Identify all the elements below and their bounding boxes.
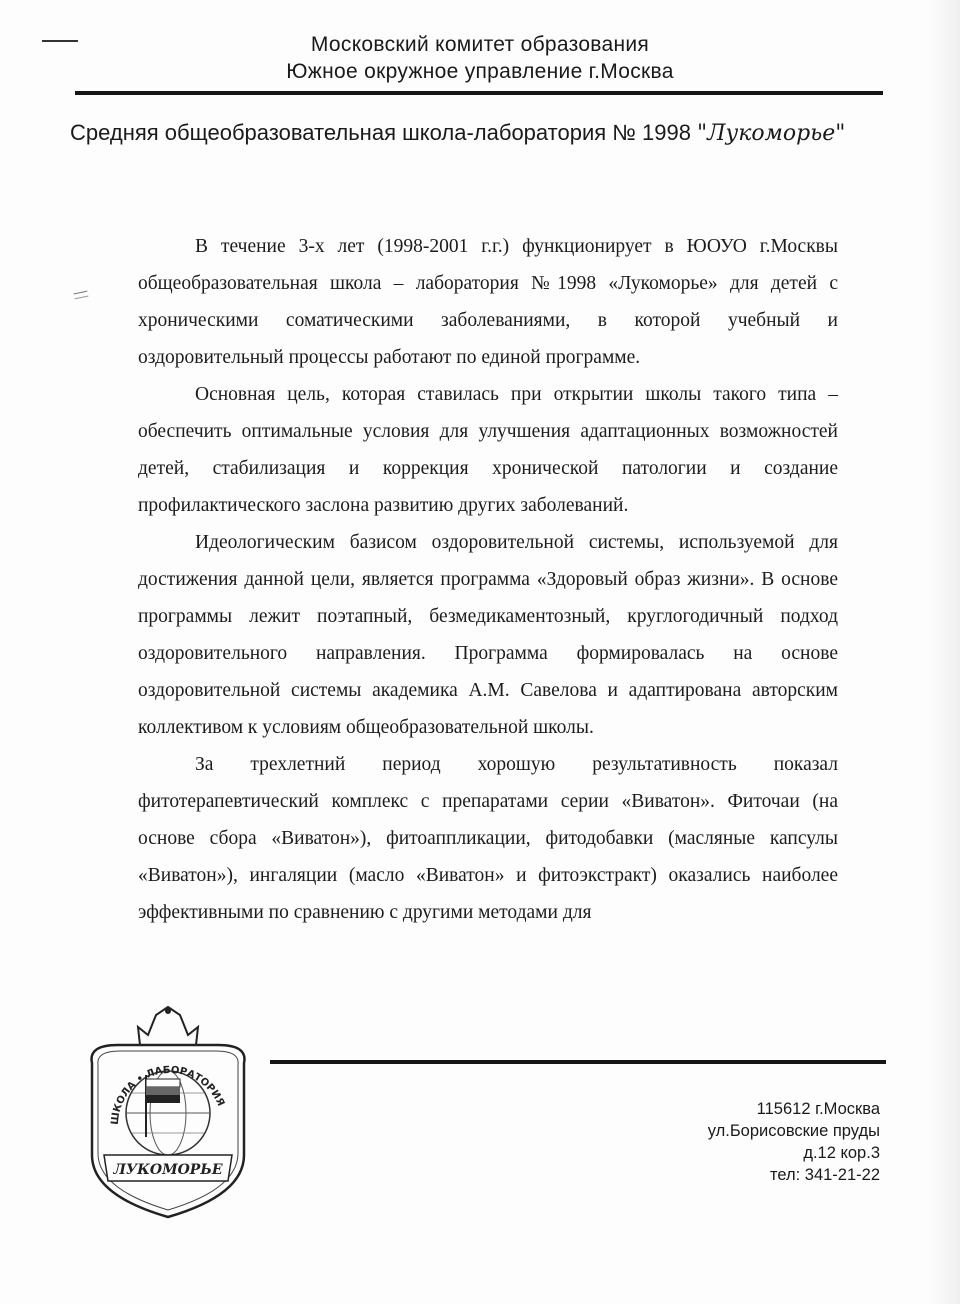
address-building: д.12 кор.3	[803, 1144, 880, 1162]
footer-rule	[270, 1060, 886, 1064]
address-block	[708, 1098, 880, 1186]
emblem-banner-text: ЛУКОМОРЬЕ	[113, 1162, 223, 1178]
address-phone: тел: 341-21-22	[769, 1166, 880, 1184]
body-paragraph: За трехлетний период хорошую результативность показал фитотерапевтический комплекс с препаратами серии «Виватон». Фиточаи (на основе сбора «Виватон»), фитоаппликации, фитодобавки (масляные капсулы «Виватон»), ингаляции (масло «Виватон» и фитоэкстракт) оказались наиболее эффективными по сравнению с другими методами для	[138, 754, 838, 923]
letter-body	[138, 228, 838, 931]
school-emblem	[78, 1005, 258, 1220]
header-ministry: Московский комитет образования	[310, 33, 650, 56]
body-paragraph: Идеологическим базисом оздоровительной системы, используемой для достижения данной цели, является программа «Здоровый образ жизни». В основе программы лежит поэтапный, безмедикаментозный, круглогодичный подход оздоровительного направления. Программа формировалась на основе оздоровительной системы академика А.М. Савелова и адаптирована авторским коллективом к условиям общеобразовательной школы.	[138, 532, 838, 738]
header-rule	[75, 91, 883, 95]
body-paragraph: Основная цель, которая ставилась при открытии школы такого типа – обеспечить оптимальные условия для улучшения адаптационных возможностей детей, стабилизация и коррекция хронической патологии и создание профилактического заслона развитию других заболеваний.	[138, 384, 838, 516]
body-paragraph: В течение 3-х лет (1998-2001 г.г.) функционирует в ЮОУО г.Москвы общеобразовательная школа – лаборатория №1998 «Лукоморье» для детей с хроническими соматическими заболеваниями, в которой учебный и оздоровительный процессы работают по единой программе.	[138, 236, 838, 368]
address-city: 115612 г.Москва	[756, 1100, 880, 1118]
emblem-svg	[78, 1005, 258, 1220]
address-street: ул.Борисовские пруды	[707, 1122, 880, 1140]
header-district: Южное окружное управление г.Москва	[286, 60, 674, 83]
stray-mark	[74, 291, 89, 300]
emblem-ring-text: ШКОЛА • ЛАБОРАТОРИЯ	[109, 1064, 227, 1126]
corner-mark	[42, 40, 78, 42]
school-brand: "Лукоморье"	[697, 121, 846, 146]
school-name	[70, 120, 900, 146]
school-name-text: Средняя общеобразовательная школа-лаборатория № 1998	[70, 120, 698, 145]
scan-edge	[932, 0, 960, 1304]
